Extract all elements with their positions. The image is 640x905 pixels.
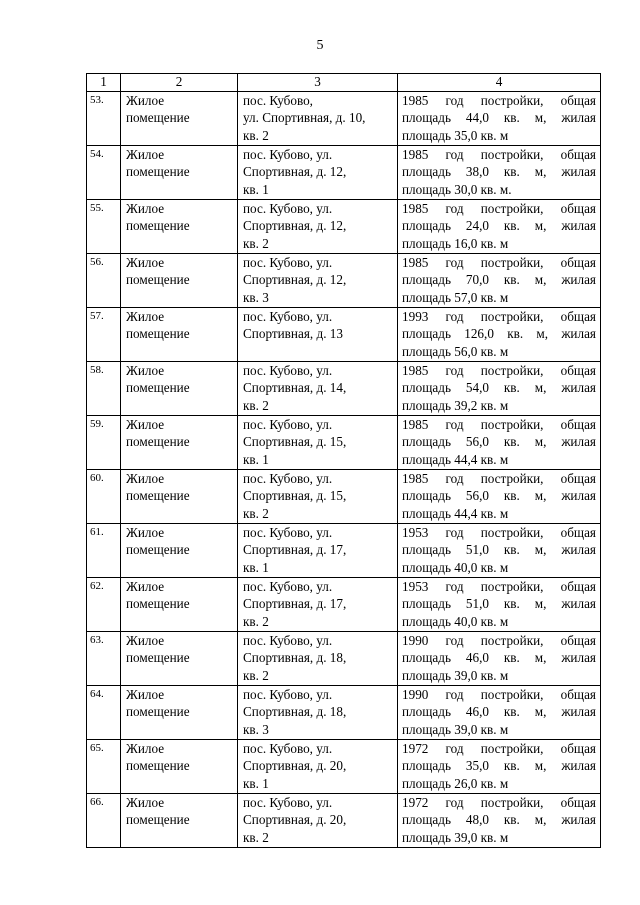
object-name-line: помещение: [126, 758, 190, 774]
table-row: [87, 632, 601, 686]
row-number: 60.: [87, 470, 121, 524]
object-name-cell: [121, 146, 238, 200]
object-name-cell: [121, 92, 238, 146]
address-line: Спортивная, д. 13: [243, 326, 343, 342]
address-line: Спортивная, д. 20,: [243, 812, 347, 828]
table-row: [87, 686, 601, 740]
address-line: кв. 2: [243, 613, 269, 629]
row-number: 61.: [87, 524, 121, 578]
object-name-line: Жилое: [126, 471, 165, 486]
object-name-cell: [121, 416, 238, 470]
column-header-name: 2: [121, 74, 238, 92]
table-header-row: [87, 74, 601, 92]
row-number: 59.: [87, 416, 121, 470]
description-cell: 1985 год постройки, общая площадь 38,0 кв. м, жилая площадь 30,0 кв. м.: [398, 146, 601, 200]
object-name-line: Жилое: [126, 255, 165, 270]
address-line: пос. Кубово, ул.: [243, 471, 333, 486]
object-name-cell: [121, 254, 238, 308]
address-cell: [238, 686, 398, 740]
address-line: кв. 3: [243, 289, 269, 305]
address-line: пос. Кубово, ул.: [243, 795, 333, 810]
address-line: кв. 2: [243, 235, 269, 251]
address-line: Спортивная, д. 17,: [243, 596, 347, 612]
object-name-cell: [121, 362, 238, 416]
object-name-cell: [121, 686, 238, 740]
address-line: кв. 2: [243, 127, 269, 143]
object-name-line: Жилое: [126, 525, 165, 540]
address-cell: [238, 578, 398, 632]
address-line: Спортивная, д. 14,: [243, 380, 347, 396]
object-name-line: Жилое: [126, 795, 165, 810]
object-name-line: помещение: [126, 488, 190, 504]
row-number: 56.: [87, 254, 121, 308]
address-line: Спортивная, д. 15,: [243, 488, 347, 504]
row-number: 65.: [87, 740, 121, 794]
address-line: Спортивная, д. 18,: [243, 704, 347, 720]
object-name-line: Жилое: [126, 93, 165, 108]
address-cell: [238, 200, 398, 254]
address-line: Спортивная, д. 20,: [243, 758, 347, 774]
address-cell: [238, 308, 398, 362]
table-row: [87, 146, 601, 200]
object-name-cell: [121, 308, 238, 362]
address-line: пос. Кубово, ул.: [243, 363, 333, 378]
address-line: кв. 1: [243, 559, 269, 575]
table-row: [87, 254, 601, 308]
address-line: Спортивная, д. 12,: [243, 218, 347, 234]
address-line: пос. Кубово,: [243, 93, 313, 108]
address-cell: [238, 632, 398, 686]
table-row: [87, 308, 601, 362]
object-name-line: Жилое: [126, 741, 165, 756]
object-name-line: Жилое: [126, 633, 165, 648]
object-name-line: Жилое: [126, 147, 165, 162]
description-cell: 1985 год постройки, общая площадь 44,0 кв. м, жилая площадь 35,0 кв. м: [398, 92, 601, 146]
address-cell: [238, 416, 398, 470]
table-row: [87, 362, 601, 416]
object-name-line: помещение: [126, 380, 190, 396]
object-name-line: помещение: [126, 704, 190, 720]
address-cell: [238, 470, 398, 524]
row-number: 53.: [87, 92, 121, 146]
object-name-cell: [121, 578, 238, 632]
address-cell: [238, 740, 398, 794]
address-line: Спортивная, д. 18,: [243, 650, 347, 666]
address-cell: [238, 524, 398, 578]
address-line: кв. 1: [243, 775, 269, 791]
object-name-line: Жилое: [126, 363, 165, 378]
row-number: 66.: [87, 794, 121, 848]
object-name-line: помещение: [126, 542, 190, 558]
address-line: кв. 2: [243, 667, 269, 683]
property-table-body: [87, 74, 601, 848]
address-line: Спортивная, д. 12,: [243, 164, 347, 180]
address-line: пос. Кубово, ул.: [243, 147, 333, 162]
address-line: пос. Кубово, ул.: [243, 687, 333, 702]
address-cell: [238, 146, 398, 200]
address-line: пос. Кубово, ул.: [243, 579, 333, 594]
address-cell: [238, 794, 398, 848]
object-name-line: помещение: [126, 218, 190, 234]
address-line: пос. Кубово, ул.: [243, 417, 333, 432]
column-header-address: 3: [238, 74, 398, 92]
table-row: [87, 740, 601, 794]
object-name-line: помещение: [126, 596, 190, 612]
object-name-cell: [121, 632, 238, 686]
object-name-cell: [121, 740, 238, 794]
address-line: кв. 2: [243, 505, 269, 521]
address-line: пос. Кубово, ул.: [243, 309, 333, 324]
table-row: [87, 524, 601, 578]
row-number: 58.: [87, 362, 121, 416]
address-line: пос. Кубово, ул.: [243, 633, 333, 648]
description-cell: 1985 год постройки, общая площадь 24,0 кв. м, жилая площадь 16,0 кв. м: [398, 200, 601, 254]
description-cell: 1985 год постройки, общая площадь 56,0 кв. м, жилая площадь 44,4 кв. м: [398, 416, 601, 470]
address-line: пос. Кубово, ул.: [243, 201, 333, 216]
object-name-cell: [121, 200, 238, 254]
address-cell: [238, 254, 398, 308]
row-number: 57.: [87, 308, 121, 362]
description-cell: 1985 год постройки, общая площадь 56,0 кв. м, жилая площадь 44,4 кв. м: [398, 470, 601, 524]
object-name-cell: [121, 794, 238, 848]
object-name-line: Жилое: [126, 687, 165, 702]
address-line: пос. Кубово, ул.: [243, 255, 333, 270]
object-name-cell: [121, 524, 238, 578]
description-cell: 1993 год постройки, общая площадь 126,0 кв. м, жилая площадь 56,0 кв. м: [398, 308, 601, 362]
description-cell: 1953 год постройки, общая площадь 51,0 кв. м, жилая площадь 40,0 кв. м: [398, 578, 601, 632]
object-name-line: помещение: [126, 326, 190, 342]
description-cell: 1972 год постройки, общая площадь 35,0 кв. м, жилая площадь 26,0 кв. м: [398, 740, 601, 794]
page-number: 5: [316, 38, 324, 53]
row-number: 63.: [87, 632, 121, 686]
address-line: ул. Спортивная, д. 10,: [243, 110, 366, 126]
address-line: кв. 3: [243, 721, 269, 737]
object-name-line: помещение: [126, 110, 190, 126]
address-line: кв. 2: [243, 829, 269, 845]
table-row: [87, 200, 601, 254]
description-cell: 1953 год постройки, общая площадь 51,0 кв. м, жилая площадь 40,0 кв. м: [398, 524, 601, 578]
object-name-line: помещение: [126, 434, 190, 450]
row-number: 64.: [87, 686, 121, 740]
column-header-number: 1: [87, 74, 121, 92]
address-line: кв. 1: [243, 181, 269, 197]
row-number: 54.: [87, 146, 121, 200]
row-number: 55.: [87, 200, 121, 254]
address-line: пос. Кубово, ул.: [243, 525, 333, 540]
address-line: пос. Кубово, ул.: [243, 741, 333, 756]
table-row: [87, 92, 601, 146]
row-number: 62.: [87, 578, 121, 632]
column-header-description: 4: [398, 74, 601, 92]
object-name-line: помещение: [126, 272, 190, 288]
address-line: Спортивная, д. 12,: [243, 272, 347, 288]
object-name-line: Жилое: [126, 417, 165, 432]
description-cell: 1985 год постройки, общая площадь 70,0 кв. м, жилая площадь 57,0 кв. м: [398, 254, 601, 308]
object-name-line: помещение: [126, 164, 190, 180]
description-cell: 1990 год постройки, общая площадь 46,0 кв. м, жилая площадь 39,0 кв. м: [398, 686, 601, 740]
table-row: [87, 416, 601, 470]
address-line: Спортивная, д. 15,: [243, 434, 347, 450]
address-cell: [238, 92, 398, 146]
description-cell: 1972 год постройки, общая площадь 48,0 кв. м, жилая площадь 39,0 кв. м: [398, 794, 601, 848]
description-cell: 1985 год постройки, общая площадь 54,0 кв. м, жилая площадь 39,2 кв. м: [398, 362, 601, 416]
object-name-line: Жилое: [126, 579, 165, 594]
address-cell: [238, 362, 398, 416]
address-line: кв. 2: [243, 397, 269, 413]
object-name-line: Жилое: [126, 201, 165, 216]
property-table: [86, 73, 601, 848]
table-row: [87, 794, 601, 848]
address-line: Спортивная, д. 17,: [243, 542, 347, 558]
object-name-cell: [121, 470, 238, 524]
object-name-line: Жилое: [126, 309, 165, 324]
object-name-line: помещение: [126, 650, 190, 666]
table-row: [87, 470, 601, 524]
address-line: кв. 1: [243, 451, 269, 467]
object-name-line: помещение: [126, 812, 190, 828]
description-cell: 1990 год постройки, общая площадь 46,0 кв. м, жилая площадь 39,0 кв. м: [398, 632, 601, 686]
table-row: [87, 578, 601, 632]
